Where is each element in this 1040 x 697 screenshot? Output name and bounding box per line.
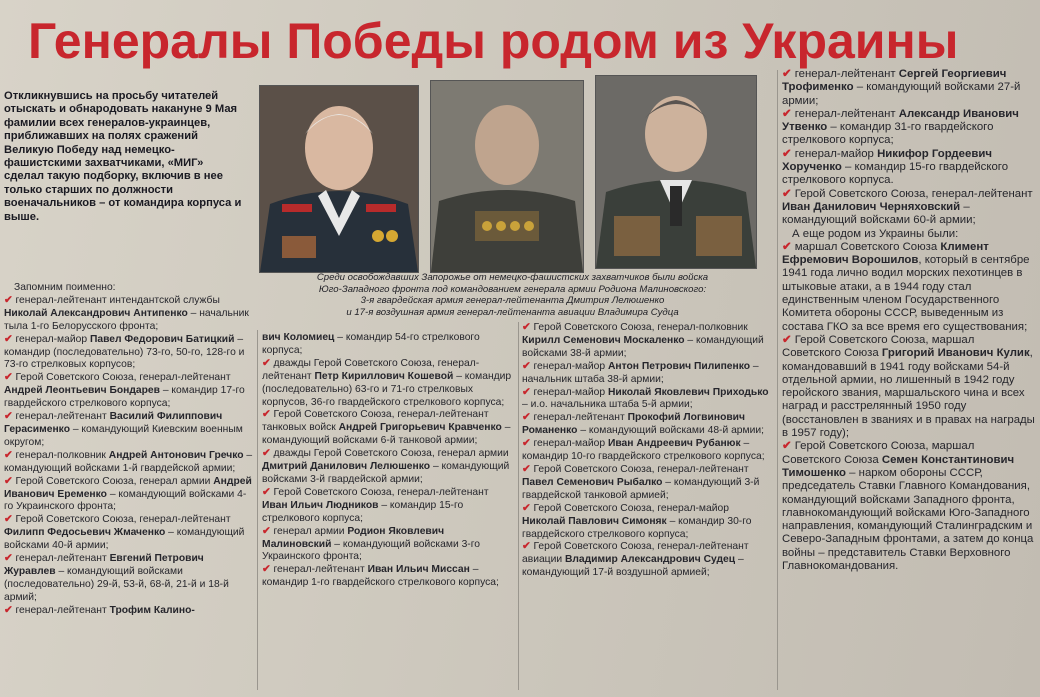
portrait-photo-3	[595, 75, 757, 269]
caption-line: и 17-я воздушная армия генерал-лейтенанта авиации Владимира Судца	[346, 306, 679, 318]
general-role: – командир (последовательно) 73-го, 50-го, 128-го и 73-го стрелковых корпусов;	[4, 333, 245, 371]
general-rank: Герой Советского Союза, генерал-лейтенант	[533, 463, 749, 475]
general-rank: Герой Советского Союза, генерал-лейтенант	[15, 514, 231, 526]
general-name: Трофим Калино-	[109, 604, 195, 616]
article-column-3	[522, 322, 774, 580]
list-item	[4, 334, 254, 373]
general-role: – командир 15-го гвардейского стрелкового корпуса.	[782, 161, 1009, 187]
lead-paragraph: Откликнувшись на просьбу читателей отыскать и обнародовать накануне 9 Мая фамилии всех генералов-украинцев, приближавших на полях сражений Великую Победу над немецко-фашистскими захватчиками, «МИГ» сделал такую подборку, включив в нее только старших по должности военачальников – от командира корпуса и выше.	[4, 90, 242, 223]
list-item	[4, 372, 254, 411]
general-rank: генерал-полковник	[15, 449, 109, 461]
general-role: – командующий 3-й гвардейской танковой армией;	[522, 476, 760, 501]
general-role: – командующий войсками 60-й армии;	[782, 200, 976, 227]
list-item	[262, 564, 516, 590]
general-name: Петр Кириллович Кошевой	[314, 370, 454, 382]
general-role: – командующий войсками 4-го Украинского фронта;	[4, 488, 247, 513]
list-item	[4, 514, 254, 553]
general-name: Андрей Григорьевич Кравченко	[338, 422, 502, 434]
general-name: Андрей Иванович Еременко	[4, 475, 252, 500]
general-role: – командующий войсками 3-го Украинского фронта;	[262, 538, 480, 563]
general-name: Прокофий Логвинович Романенко	[522, 412, 745, 437]
general-role: – командующий войсками 40-й армии;	[4, 527, 245, 552]
general-name: Дмитрий Данилович Лелюшенко	[262, 461, 431, 473]
list-item	[522, 412, 774, 438]
caption-line: Среди освобождавших Запорожье от немецко-фашистских захватчиков были войска	[316, 272, 709, 283]
general-rank: Герой Советского Союза, генерал-лейтенант танковых войск	[262, 409, 489, 434]
general-name: Никифор Гордеевич Хорученко	[782, 147, 992, 174]
list-item	[4, 411, 254, 450]
general-role: – командующий войсками (последовательно) 29-й, 53-й, 68-й, 21-й и 18-й армий;	[4, 565, 229, 603]
general-rank: генерал-лейтенант	[15, 604, 110, 616]
general-role: – нарком обороны СССР, председатель Ставки Главного Командования, командующий войсками Западного фронта, главнокомандующий войсками Юго-Западного направления, командующий Сталинградским и Северо-Западным фронтами, а затем до конца войны – представитель Ставки Верховного Главнокомандования.	[782, 466, 1034, 572]
general-name: Григорий Иванович Кулик	[881, 347, 1030, 360]
general-rank: генерал-лейтенант	[15, 411, 110, 423]
photo-caption	[260, 272, 765, 318]
general-name: Антон Петрович Пилипенко	[607, 360, 751, 372]
general-role: , который в сентябре 1941 года лично водил морских пехотинцев в штыковые атаки, а в 1944 году стал единственным членом Государственного Комитета обороны СССР, выведенным из состава ГКО за все время его существования;	[782, 254, 1030, 333]
general-rank: Герой Советского Союза, генерал-полковник	[533, 322, 748, 333]
list-intro: Запомним поименно:	[14, 282, 116, 293]
general-role: – командир 54-го стрелкового корпуса;	[262, 332, 480, 356]
general-role: – командир (последовательно) 63-го и 71-го стрелковых корпусов, 36-го гвардейского стрелкового корпуса;	[262, 370, 512, 408]
general-list	[262, 358, 516, 590]
general-rank: генерал армии	[273, 525, 348, 537]
list-item	[522, 541, 774, 580]
general-rank: маршал Советского Союза	[794, 240, 941, 253]
general-name: Иван Ильич Миссан	[367, 564, 470, 576]
general-name: Павел Семенович Рыбалко	[522, 476, 663, 488]
column-divider	[518, 322, 519, 690]
general-role: – командующий войсками 48-й армии;	[577, 425, 764, 437]
general-role: – командующий войсками 1-й гвардейской армии;	[4, 449, 253, 474]
general-rank: Герой Советского Союза, генерал армии	[15, 475, 214, 487]
general-name: Василий Филиппович Герасименко	[4, 411, 223, 435]
list-item	[782, 440, 1036, 573]
portrait-photo-2	[430, 80, 584, 273]
general-list	[782, 241, 1036, 573]
general-name: Филипп Федосьевич Жмаченко	[4, 527, 166, 539]
general-rank: Герой Советского Союза, маршал Советского Союза	[782, 333, 975, 360]
caption-line: 3-я гвардейская армия генерал-лейтенанта Дмитрия Лелюшенко	[360, 295, 665, 307]
general-rank: генерал-лейтенант интендантской службы	[15, 294, 220, 306]
general-rank: генерал-майор	[794, 147, 878, 160]
continued-entry	[262, 332, 516, 358]
general-name: Кирилл Семенович Москаленко	[522, 334, 685, 346]
general-name: Павел Федорович Батицкий	[89, 333, 235, 345]
general-role: – начальник тыла 1-го Белорусского фронта;	[4, 307, 249, 332]
general-role: – командующий 17-й воздушной армией;	[522, 554, 744, 579]
general-role: – и.о. начальника штаба 5-й армии;	[522, 399, 693, 411]
list-item	[262, 448, 516, 487]
general-rank: дважды Герой Советского Союза, генерал армии	[273, 448, 509, 460]
list-item	[522, 503, 774, 542]
list-item	[4, 605, 254, 618]
general-name: Александр Иванович Утвенко	[782, 107, 1019, 134]
general-name: Иван Ильич Людников	[262, 499, 379, 511]
list-item	[782, 108, 1036, 148]
list-item	[782, 148, 1036, 188]
general-rank: генерал-майор	[15, 333, 90, 345]
general-name: Николай Александрович Антипенко	[4, 307, 188, 319]
general-name: Климент Ефремович Ворошилов	[782, 240, 989, 267]
list-item	[522, 438, 774, 464]
general-rank: дважды Герой Советского Союза, генерал-лейтенант	[262, 357, 480, 382]
general-name: Андрей Антонович Гречко	[108, 449, 244, 461]
general-list	[4, 295, 254, 618]
general-rank: генерал-лейтенант	[794, 107, 899, 120]
general-role: – командир 31-го гвардейского стрелкового корпуса;	[782, 121, 994, 147]
list-item	[782, 68, 1036, 108]
general-rank: Герой Советского Союза, генерал-лейтенант	[15, 372, 231, 384]
general-name: Евгений Петрович Журавлев	[4, 553, 204, 577]
headline: Генералы Победы родом из Украины	[28, 13, 959, 69]
general-rank: генерал-лейтенант	[15, 553, 110, 565]
general-role: – командующий войсками 6-й танковой армии;	[262, 422, 511, 447]
general-name: Николай Павлович Симоняк	[522, 515, 667, 527]
general-role: – командир 1-го гвардейского стрелкового корпуса;	[262, 564, 499, 589]
article-column-1	[4, 282, 254, 618]
general-rank: генерал-майор	[533, 386, 608, 398]
general-role: – командующий войсками 38-й армии;	[522, 334, 764, 359]
column-divider	[257, 330, 258, 690]
general-name: Андрей Леонтьевич Бондарев	[4, 385, 160, 397]
column-divider	[777, 70, 778, 690]
list-item	[522, 464, 774, 503]
list-item	[4, 295, 254, 334]
general-rank: Герой Советского Союза, генерал-майор	[533, 502, 729, 514]
general-role: – командующий войсками 27-й армии;	[782, 81, 1021, 107]
general-rank: генерал-майор	[533, 438, 608, 450]
general-name: Владимир Александрович Судец	[564, 554, 736, 566]
list-item	[782, 188, 1036, 228]
list-item	[522, 387, 774, 413]
list-item	[4, 476, 254, 515]
also-heading: А еще родом из Украины были:	[792, 227, 959, 240]
portrait-photo-1	[259, 85, 419, 273]
general-role: – командующий войсками 3-й гвардейской армии;	[262, 461, 510, 485]
general-role: – командующий Киевским военным округом;	[4, 423, 243, 448]
general-name: Иван Данилович Черняховский	[782, 200, 961, 213]
general-role: – командир 15-го стрелкового корпуса;	[262, 499, 464, 524]
article-column-2	[262, 332, 516, 590]
general-role: – командир 30-го гвардейского стрелкового корпуса;	[522, 515, 752, 540]
list-item	[522, 361, 774, 387]
list-item	[782, 241, 1036, 334]
general-name: вич Коломиец	[262, 332, 335, 343]
general-role: – командир 10-го гвардейского стрелкового корпуса;	[522, 438, 765, 463]
general-name: Николай Яковлевич Приходько	[607, 386, 769, 398]
general-role: , командовавший в 1941 году войсками 54-й отдельной армии, но лишенный в 1942 году геройского звания, маршальского чина и всех наград и расстрелянный 1950 году (восстановлен в званиях и в правах на награды в 1957 году);	[782, 347, 1035, 440]
list-item	[4, 553, 254, 605]
list-item	[262, 487, 516, 526]
general-rank: Герой Советского Союза, маршал Советского Союза	[782, 440, 975, 466]
general-rank: генерал-майор	[533, 360, 608, 372]
list-item	[262, 358, 516, 410]
general-rank: генерал-лейтенант	[794, 68, 899, 80]
list-item	[262, 409, 516, 448]
general-rank: Герой Советского Союза, генерал-лейтенант	[273, 486, 489, 498]
general-rank: генерал-лейтенант	[533, 412, 628, 424]
list-item	[4, 450, 254, 476]
list-item	[262, 526, 516, 565]
general-rank: Герой Советского Союза, генерал-лейтенант авиации	[522, 541, 749, 566]
general-rank: генерал-лейтенант	[273, 564, 368, 576]
general-name: Родион Яковлевич Малиновский	[262, 525, 445, 550]
general-role: – начальник штаба 38-й армии;	[522, 360, 759, 385]
general-name: Сергей Георгиевич Трофименко	[782, 68, 1007, 94]
list-item	[782, 334, 1036, 440]
general-rank: Герой Советского Союза, генерал-лейтенант	[794, 187, 1033, 200]
general-list	[522, 322, 774, 580]
general-name: Семен Константинович Тимошенко	[782, 453, 1015, 479]
list-item	[522, 322, 774, 361]
article-column-4	[782, 68, 1036, 573]
general-list	[782, 68, 1036, 228]
general-name: Иван Андреевич Рубанюк	[607, 438, 741, 450]
caption-line: Юго-Западного фронта под командованием генерала армии Родиона Малиновского:	[318, 283, 707, 295]
general-role: – командир 17-го гвардейского стрелкового корпуса;	[4, 385, 245, 410]
